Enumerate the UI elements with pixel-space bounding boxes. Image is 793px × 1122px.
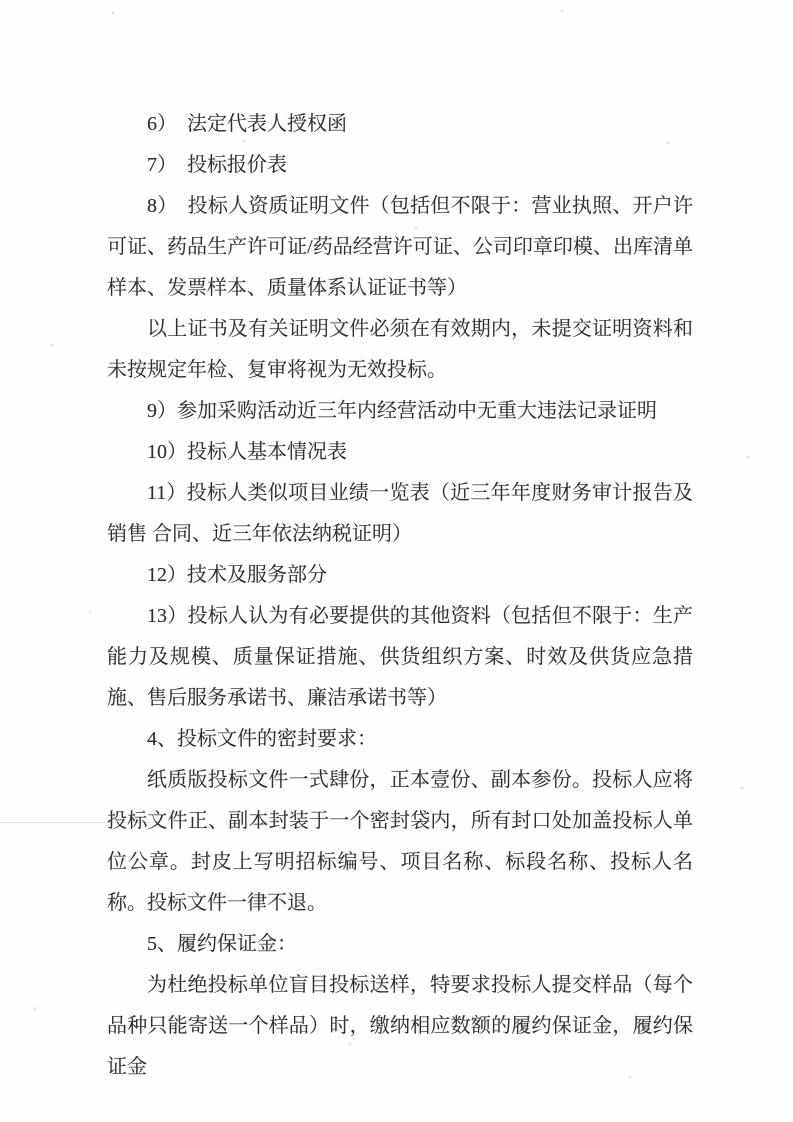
section-4-heading: 4、投标文件的密封要求： — [147, 728, 377, 750]
list-item-9: 9）参加采购活动近三年内经营活动中无重大违法记录证明 — [147, 400, 657, 422]
list-item-7: 7） 投标报价表 — [147, 154, 287, 176]
section-5-body: 为杜绝投标单位盲目投标送样，特要求投标人提交样品（每个品种只能寄送一个样品）时，缴纳相应数额的履约保证金，履约保证金 — [107, 974, 693, 1078]
list-item-8: 8） 投标人资质证明文件（包括但不限于：营业执照、开户许可证、药品生产许可证/药品经营许可证、公司印章印模、出库清单样本、发票样本、质量体系认证证书等） — [107, 195, 693, 299]
list-item-6: 6） 法定代表人授权函 — [147, 113, 347, 135]
list-item-10: 10）投标人基本情况表 — [147, 441, 347, 463]
validity-note: 以上证书及有关证明文件必须在有效期内，未提交证明资料和未按规定年检、复审将视为无效投标。 — [107, 318, 693, 381]
section-4-body: 纸质版投标文件一式肆份，正本壹份、副本参份。投标人应将投标文件正、副本封装于一个密封袋内，所有封口处加盖投标人单位公章。封皮上写明招标编号、项目名称、标段名称、投标人名称。投标文件一律不退。 — [107, 769, 693, 914]
list-item-11: 11）投标人类似项目业绩一览表（近三年年度财务审计报告及销售 合同、近三年依法纳税证明） — [107, 482, 693, 545]
list-item-12: 12）技术及服务部分 — [147, 564, 327, 586]
section-5-heading: 5、履约保证金： — [147, 933, 297, 955]
list-item-13: 13）投标人认为有必要提供的其他资料（包括但不限于：生产能力及规模、质量保证措施、供货组织方案、时效及供货应急措施、售后服务承诺书、廉洁承诺书等） — [107, 605, 693, 709]
document-text-block — [107, 104, 693, 1088]
